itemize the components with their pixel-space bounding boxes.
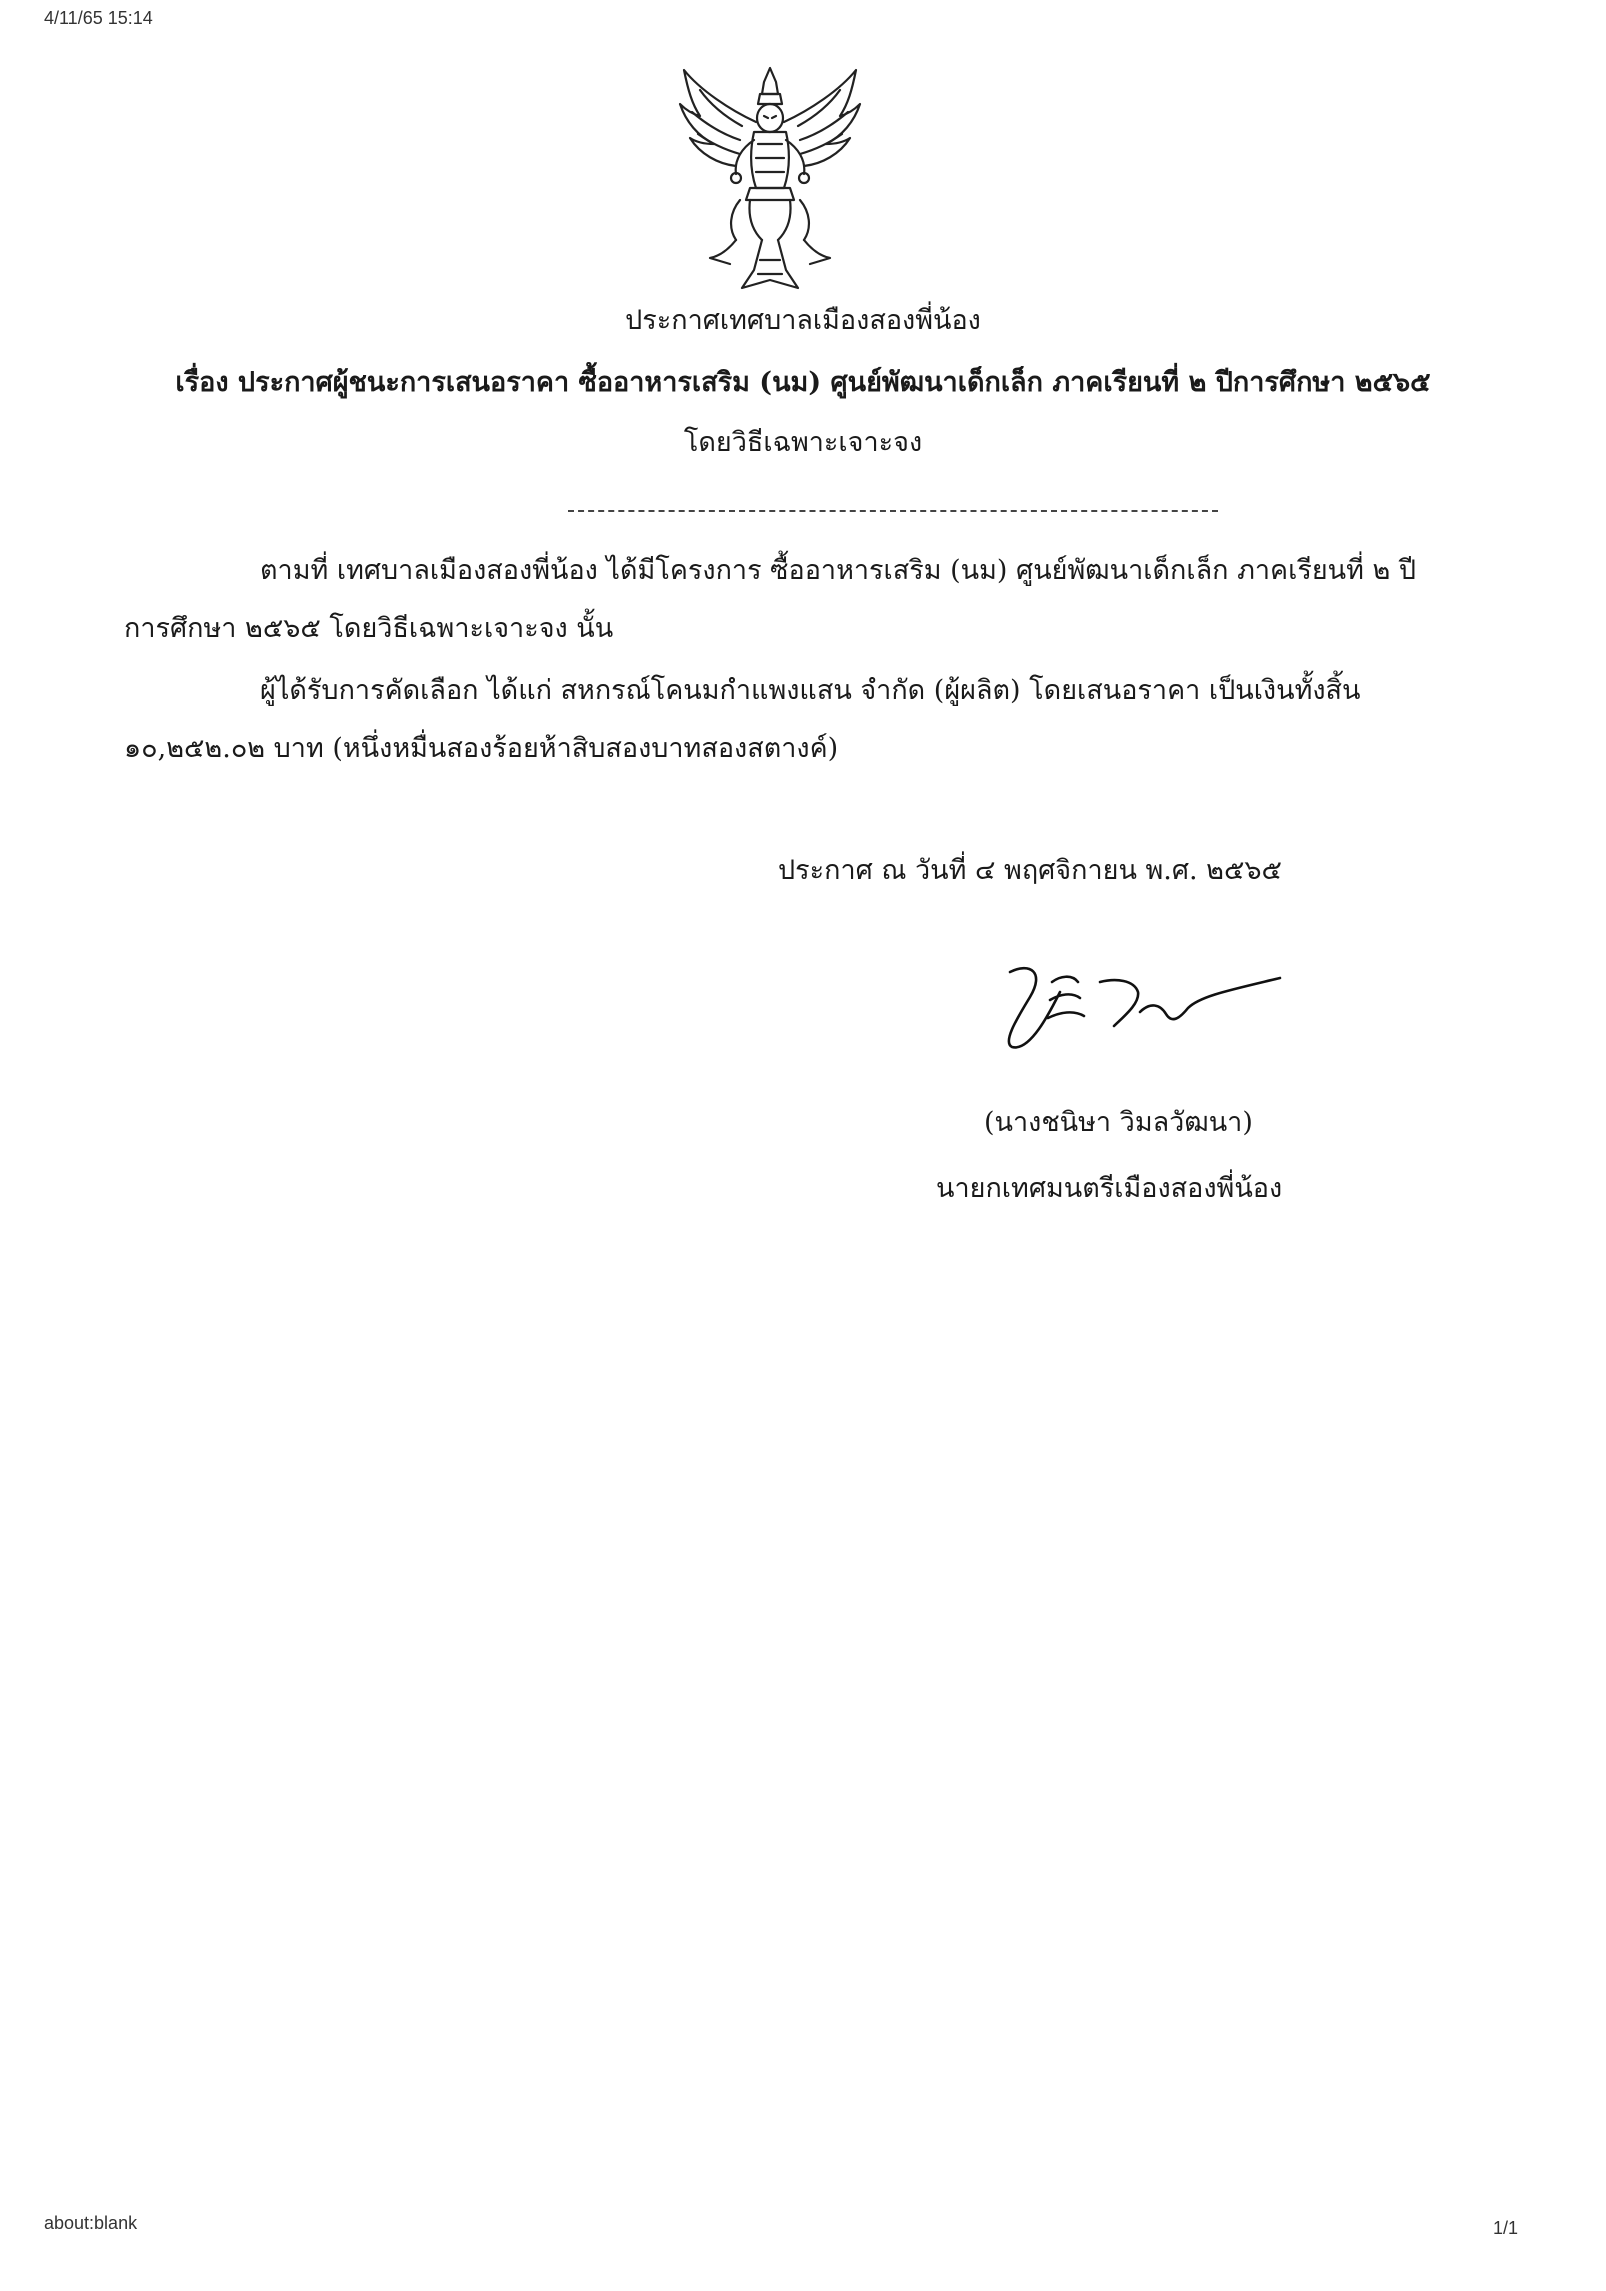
paragraph-2-line-1: ผู้ได้รับการคัดเลือก ได้แก่ สหกรณ์โคนมกำแพงแสน จำกัด (ผู้ผลิต) โดยเสนอราคา เป็นเงินทั้งสิ้น (260, 675, 1361, 706)
paragraph-1-line-1: ตามที่ เทศบาลเมืองสองพี่น้อง ได้มีโครงการ ซื้ออาหารเสริม (นม) ศูนย์พัฒนาเด็กเล็ก ภาคเรียนที่ ๒ ปี (260, 555, 1417, 586)
print-timestamp: 4/11/65 15:14 (44, 8, 153, 28)
document-title: ประกาศเทศบาลเมืองสองพี่น้อง (625, 305, 981, 336)
dashed-divider (0, 488, 1606, 519)
procurement-method: โดยวิธีเฉพาะเจาะจง (683, 427, 923, 458)
signature-icon (990, 952, 1290, 1062)
signer-title: นายกเทศมนตรีเมืองสองพี่น้อง (936, 1173, 1283, 1204)
garuda-emblem-icon (670, 60, 870, 300)
signer-name: (นางชนิษา วิมลวัฒนา) (984, 1107, 1253, 1138)
print-url: about:blank (44, 2213, 138, 2233)
document-subject: เรื่อง ประกาศผู้ชนะการเสนอราคา ซื้ออาหารเสริม (นม) ศูนย์พัฒนาเด็กเล็ก ภาคเรียนที่ ๒ ปีการศึกษา ๒๕๖๕ (175, 367, 1431, 398)
paragraph-1-line-2: การศึกษา ๒๕๖๕ โดยวิธีเฉพาะเจาะจง นั้น (124, 613, 614, 644)
announcement-date: ประกาศ ณ วันที่ ๔ พฤศจิกายน พ.ศ. ๒๕๖๕ (778, 855, 1282, 886)
print-page-number: 1/1 (1492, 2218, 1518, 2238)
paragraph-2-line-2: ๑๐,๒๕๒.๐๒ บาท (หนึ่งหมื่นสองร้อยห้าสิบสองบาทสองสตางค์) (124, 733, 839, 764)
